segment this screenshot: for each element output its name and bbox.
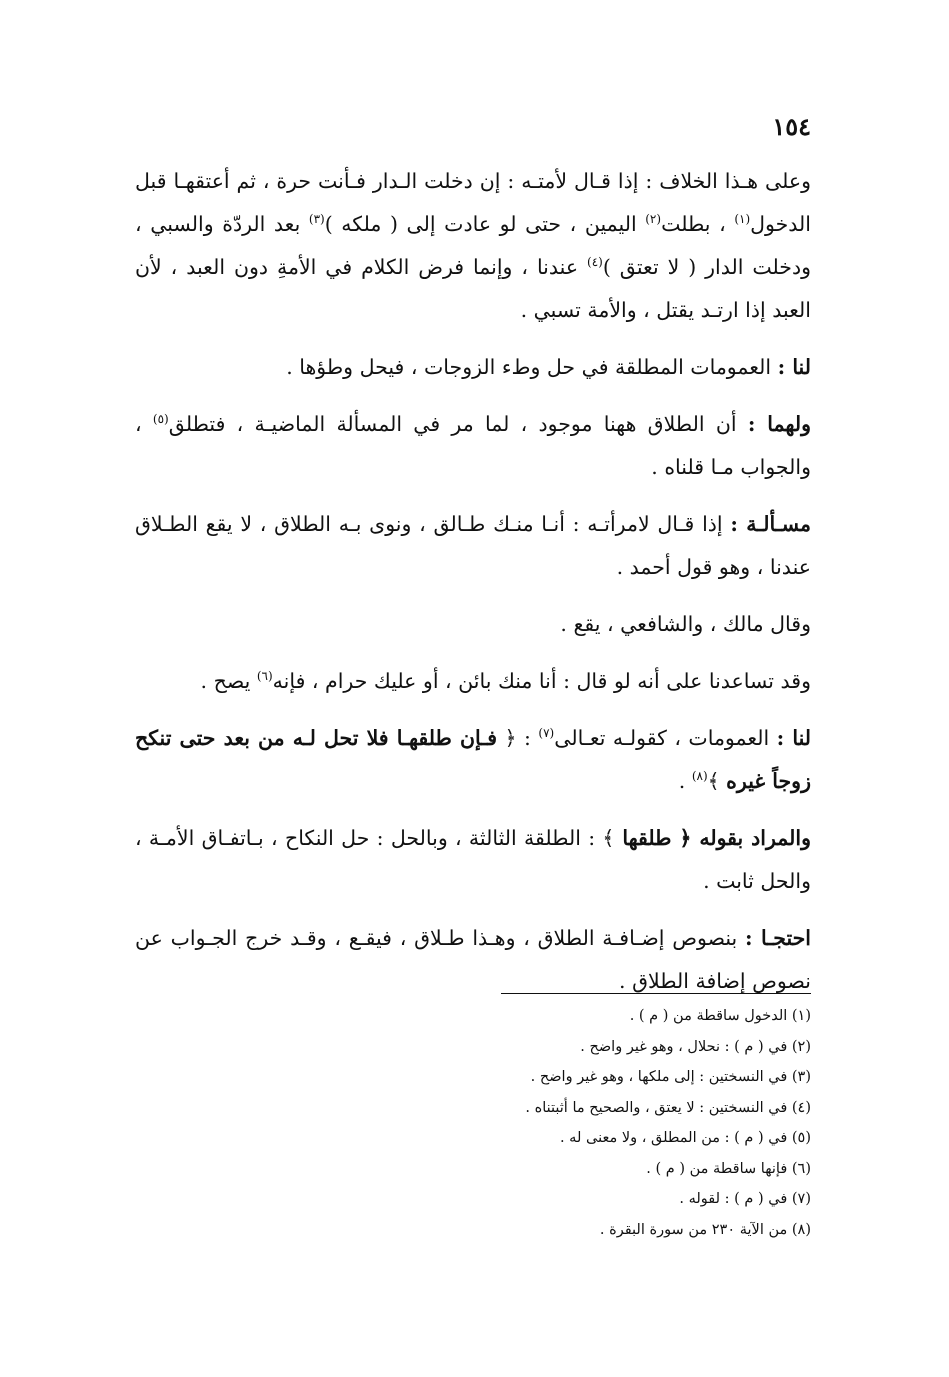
paragraph-lead: احتجـا : (745, 926, 812, 950)
paragraph-tasaadna (135, 660, 811, 703)
footnote-ref: (٢) (645, 212, 662, 227)
footnote: (٦) فإنها ساقطة من ( م ) . (646, 1160, 811, 1177)
footnote: (٥) في ( م ) : من المطلق ، ولا معنى له . (559, 1130, 811, 1146)
paragraph-lead: لنا : (777, 355, 811, 379)
footnote-ref: (٨) (691, 769, 708, 784)
quran-word: طلقها (614, 826, 680, 850)
paragraph-khilaf (135, 160, 811, 332)
text-run: وقال مالك ، والشافعي ، يقع . (560, 612, 811, 636)
footnote-ref: (٣) (308, 212, 325, 227)
text-run: يصح . (200, 669, 257, 693)
footnote: (٨) من الآية ٢٣٠ من سورة البقرة . (599, 1221, 811, 1238)
page-number: ١٥٤ (772, 112, 811, 141)
paragraph-lana-1 (135, 346, 811, 389)
text-run: ﴾ : الطلقة الثالثة ، وبالحل : حل النكاح ، بـاتفـاق الأمـة ، والحل ثابت . (135, 826, 811, 893)
text-run: أن الطلاق ههنا موجود ، لما مر في المسألة الماضيـة ، فتطلق (168, 412, 748, 436)
main-text (135, 160, 811, 1017)
footnote-ref: (٥) (152, 412, 169, 427)
paragraph-lead: ولهما : (747, 412, 811, 436)
footnote-ref: (٧) (538, 726, 555, 741)
text-run: إذا قـال لامرأتـه : أنـا منـك طـالق ، ونوى بـه الطلاق ، لا يقع الطـلاق عندنا ، وهو قول أحمد . (135, 512, 811, 579)
paragraph-walahuma (135, 403, 811, 489)
text-run: ، بطلت (661, 212, 735, 236)
footnote: (٧) في ( م ) : لقوله . (679, 1191, 811, 1207)
text-run: بعد الردّة والسبي ، ودخلت الدار ( لا تعتق ) (135, 212, 812, 279)
footnote-ref: (٦) (256, 669, 273, 684)
quran-verse: فـإن طلقهـا فلا تحل لـه من بعد حتى تنكح زوجاً غيره (135, 726, 811, 793)
footnote-divider (501, 993, 811, 994)
text-run: العمومات المطلقة في حل وطء الزوجات ، فيحل وطؤها . (286, 355, 778, 379)
footnote: (٣) في النسختين : إلى ملكها ، وهو غير واضح . (530, 1069, 811, 1085)
paragraph-lead: مسـألـة : (730, 512, 811, 536)
paragraph-ihtajja (135, 917, 811, 1003)
footnote: (٢) في ( م ) : نحلال ، وهو غير واضح . (580, 1038, 811, 1055)
footnotes (135, 1001, 811, 1245)
text-run: ، والجواب مـا قلناه . (135, 412, 811, 479)
footnote: (١) الدخول ساقطة من ( م ) . (629, 1008, 811, 1024)
text-run: عندنا ، وإنما فرض الكلام في الأمةِ دون العبد ، لأن العبد إذا ارتـد يقتل ، والأمة تسبي . (135, 255, 811, 322)
paragraph-murad (135, 817, 811, 903)
text-run: اليمين ، حتى لو عادت إلى ( ملكه ) (324, 212, 646, 236)
footnote: (٤) في النسختين : لا يعتق ، والصحيح ما أثبتناه . (525, 1099, 811, 1116)
text-run: وقد تساعدنا على أنه لو قال : أنا منك بائن ، أو عليك حرام ، فإنه (272, 669, 811, 693)
paragraph-lana-2 (135, 717, 811, 803)
text-run: وعلى هـذا الخلاف : إذا قـال لأمتـه : إن دخلت الـدار فـأنت حرة ، ثم أعتقهـا قبل الدخول (135, 169, 811, 236)
paragraph-masala (135, 503, 811, 589)
text-run: بنصوص إضـافـة الطلاق ، وهـذا طـلاق ، فيقـع ، وقـد خرج الجـواب عن نصوص إضافة الطلاق . (135, 926, 811, 993)
text-run: . (678, 769, 692, 793)
text-run: العمومات ، كقولـه تعـالى (554, 726, 777, 750)
footnote-ref: (١) (734, 212, 751, 227)
text-run: ﴾ (707, 769, 727, 793)
footnote-ref: (٤) (587, 255, 603, 270)
text-run: : ﴿ (497, 726, 539, 750)
paragraph-lead: لنا : (776, 726, 812, 750)
paragraph-lead: والمراد بقوله ﴿ (679, 826, 811, 850)
paragraph-malik (135, 603, 811, 646)
